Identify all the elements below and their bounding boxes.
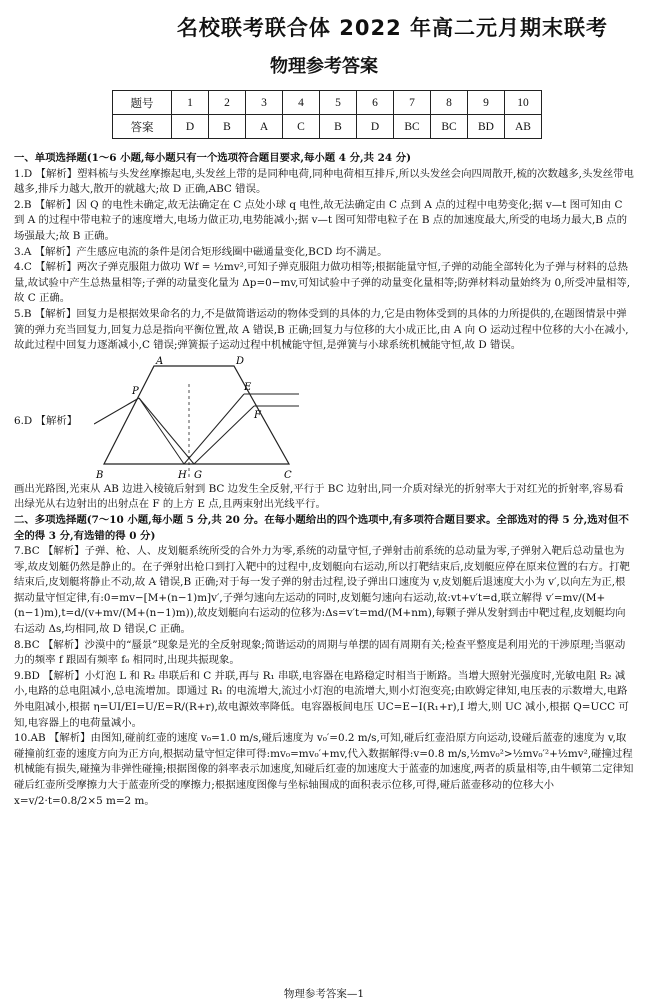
question-number: 8 bbox=[431, 91, 468, 115]
exam-title: 名校联考联合体 2022 年高二元月期末联考 bbox=[176, 16, 608, 40]
answer-cell: B bbox=[320, 115, 357, 139]
answer-row bbox=[113, 115, 542, 139]
section-heading: 一、单项选择题(1～6 小题,每小题只有一个选项符合题目要求,每小题 4 分,共 24 分) bbox=[14, 152, 412, 164]
question-number: 2 bbox=[209, 91, 246, 115]
label-F: F bbox=[254, 409, 261, 421]
answer-cell: BD bbox=[468, 115, 505, 139]
solution-7: 7.BC 【解析】子弹、枪、人、皮划艇系统所受的合外力为零,系统的动量守恒,子弹射击前系统的总动量为零,子弹射入靶后总动量也为零,故皮划艇仍然是静止的。在子弹射出枪口到打入靶中的过程中,皮划艇向右运动,所以打靶结束后,皮划艇应停在原来位置的右方。打靶结束后,皮划艇将静止不动,故 A 错误,B 正确;对于每一发子弹的射击过程,设子弹出口速度为 v,皮划艇后退速度大小为 v′,以向左为正,根据动量守恒定律,有:0=mv−[M+(n−1)m]v′,子弹匀速向左运动的同时,皮划艇匀速向右运动,故:vt+v′t=d,联立解得 v′=mv/(M+(n−1)m),t=d/(v+mv/(M+(n−1)m)),故皮划艇向右运动的位移为:Δs=v′t=md/(M+nm),每颗子弹从发射到击中靶过程,皮划艇均向右运动 Δs,均相同,故 D 错误,C 正确。 bbox=[14, 545, 630, 636]
question-number: 5 bbox=[320, 91, 357, 115]
solution-10: 10.AB 【解析】由图知,碰前红壶的速度 v₀=1.0 m/s,碰后速度为 v₀′=0.2 m/s,可知,碰后红壶沿原方向运动,设碰后蓝壶的速度为 v,取碰撞前红壶的速度方向为正方向,根据动量守恒定律可得:mv₀=mv₀′+mv,代入数据解得:v=0.8 m/s,½mv₀²>½mv₀′²+½mv²,碰撞过程机械能有损失,碰撞为非弹性碰撞;根据图像的斜率表示加速度,知碰后红壶的加速度大于蓝壶的加速度,两者的质量相等,由牛顿第二定律知碰后红壶所受摩擦力大于蓝壶所受的摩擦力;根据速度图像与坐标轴围成的面积表示位移,可得,碰后蓝壶移动的位移大小 x=v/2·t=0.8/2×5 m=2 m。 bbox=[14, 732, 634, 807]
solution-5: 5.B 【解析】回复力是根据效果命名的力,不是做简谐运动的物体受到的具体的力,它是由物体受到的具体的力所提供的,在题图情景中弹簧的弹力充当回复力,回复力总是指向平衡位置,故 A 错误,B 正确;回复力与位移的大小成正比,由 A 向 O 运动过程中位移的大小在减小,故此过程中回复力逐渐减小,C 错误;弹簧振子运动过程中机械能守恒,是弹簧与小球系统机械能守恒,故 D 错误。 bbox=[14, 307, 629, 352]
answer-cell: BC bbox=[431, 115, 468, 139]
solution-6: 画出光路图,光束从 AB 边进入棱镜后射到 BC 边发生全反射,平行于 BC 边射出,同一介质对绿光的折射率大于对红光的折射率,容易看出绿光从右边射出的出射点在 F 的上方 E 点,且两束射出光线平行。 bbox=[14, 482, 624, 511]
label-C: C bbox=[284, 469, 292, 481]
row-label: 题号 bbox=[113, 91, 172, 115]
answer-body bbox=[14, 151, 634, 809]
label-B: B bbox=[96, 469, 104, 481]
label-G: G bbox=[194, 469, 202, 481]
solution-1: 1.D 【解析】塑料梳与头发丝摩擦起电,头发丝上带的是同种电荷,同种电荷相互排斥,所以头发丝会向四周散开,梳的次数越多,头发丝带电越多,排斥力越大,散开的就越大;故 D 正确,ABC 错误。 bbox=[14, 167, 634, 196]
question-number-row bbox=[113, 91, 542, 115]
question-number: 6 bbox=[357, 91, 394, 115]
answer-table bbox=[112, 90, 542, 139]
solution-9: 9.BD 【解析】小灯泡 L 和 R₂ 串联后和 C 并联,再与 R₁ 串联,电容器在电路稳定时相当于断路。当增大照射光强度时,光敏电阻 R₂ 减小,电路的总电阻减小,总电流增加。即通过 R₁ 的电流增大,流过小灯泡的电流增大,则小灯泡变亮;由欧姆定律知,电压表的示数增大,电路外电阻减小,根据 η=UI/EI=U/E=R/(R+r),故电源效率降低。电容器板间电压 UC=E−I(R₁+r),I 增大,则 UC 减小,根据 Q=UCC 可知,电容器上的电荷量减小。 bbox=[14, 669, 629, 729]
question-number: 1 bbox=[172, 91, 209, 115]
solution-4: 4.C 【解析】两次子弹克服阻力做功 Wf = ½mv²,可知子弹克服阻力做功相等;根据能量守恒,子弹的动能全部转化为子弹与材料的总热量,故试验中产生总热量相等;子弹的动量变化量为 Δp=0−mv,可知试验中子弹的动量变化量相等;防弹材料动量始终为 0,所受冲量相等,故 C 正确。 bbox=[14, 261, 631, 305]
prism-diagram bbox=[94, 354, 304, 482]
page-footer: 物理参考答案—1 bbox=[283, 988, 365, 1000]
question-number: 7 bbox=[394, 91, 431, 115]
answer-cell: AB bbox=[505, 115, 542, 139]
doc-subtitle: 物理参考答案 bbox=[270, 56, 378, 77]
label-P: P bbox=[132, 385, 139, 397]
question-number: 3 bbox=[246, 91, 283, 115]
solution-2: 2.B 【解析】因 Q 的电性未确定,故无法确定在 C 点处小球 q 电性,故无法确定由 C 点到 A 点的过程中电势变化;据 v—t 图可知由 C 到 A 的过程中带电粒子的速度增大,电场力做正功,电势能减小;据 v—t 图可知带电粒子在 B 点的加速度最大,所受的电场力最大,B 点的场强最大;故 B 正确。 bbox=[14, 198, 627, 242]
question-number: 10 bbox=[505, 91, 542, 115]
question-number: 9 bbox=[468, 91, 505, 115]
solution-8: 8.BC 【解析】沙漠中的“蜃景”现象是光的全反射现象;简谐运动的周期与单摆的固有周期有关;检查平整度是利用光的干涉原理;当驱动力的频率 f 跟固有频率 f₀ 相同时,出现共振现象。 bbox=[14, 638, 626, 667]
row-label: 答案 bbox=[113, 115, 172, 139]
solution-6-head: 6.D 【解析】 bbox=[14, 414, 78, 427]
answer-cell: BC bbox=[394, 115, 431, 139]
prism-figure bbox=[14, 354, 634, 482]
label-A: A bbox=[156, 355, 164, 367]
answer-cell: D bbox=[172, 115, 209, 139]
label-E: E bbox=[244, 381, 252, 393]
answer-cell: C bbox=[283, 115, 320, 139]
answer-cell: A bbox=[246, 115, 283, 139]
question-number: 4 bbox=[283, 91, 320, 115]
section-heading: 二、多项选择题(7～10 小题,每小题 5 分,共 20 分。在每小题给出的四个选项中,有多项符合题目要求。全部选对的得 5 分,选对但不全的得 3 分,有选错的得 0 分) bbox=[14, 513, 629, 542]
answer-cell: D bbox=[357, 115, 394, 139]
solution-3: 3.A 【解析】产生感应电流的条件是闭合矩形线圈中磁通量变化,BCD 均不满足。 bbox=[14, 245, 388, 258]
answer-cell: B bbox=[209, 115, 246, 139]
label-H: H bbox=[178, 469, 187, 481]
label-D: D bbox=[236, 355, 245, 367]
